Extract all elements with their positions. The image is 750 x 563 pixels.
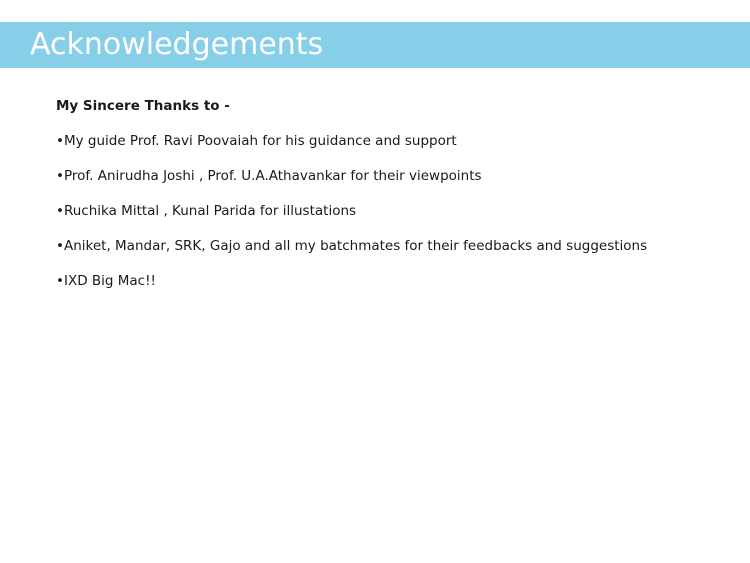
acknowledgements-content bbox=[56, 97, 716, 307]
intro-heading: My Sincere Thanks to - bbox=[56, 98, 230, 114]
thanks-item-guide: •My guide Prof. Ravi Poovaiah for his guidance and support bbox=[56, 133, 457, 149]
thanks-item-ixd-big-mac: •IXD Big Mac!! bbox=[56, 273, 156, 289]
title-bar bbox=[0, 22, 750, 68]
thanks-list bbox=[56, 132, 716, 290]
thanks-item-batchmates: •Aniket, Mandar, SRK, Gajo and all my batchmates for their feedbacks and suggestions bbox=[56, 238, 648, 254]
thanks-item-illustrators: •Ruchika Mittal , Kunal Parida for illustations bbox=[56, 203, 357, 219]
page-title: Acknowledgements bbox=[30, 27, 324, 62]
thanks-item-professors: •Prof. Anirudha Joshi , Prof. U.A.Athavankar for their viewpoints bbox=[56, 168, 482, 184]
